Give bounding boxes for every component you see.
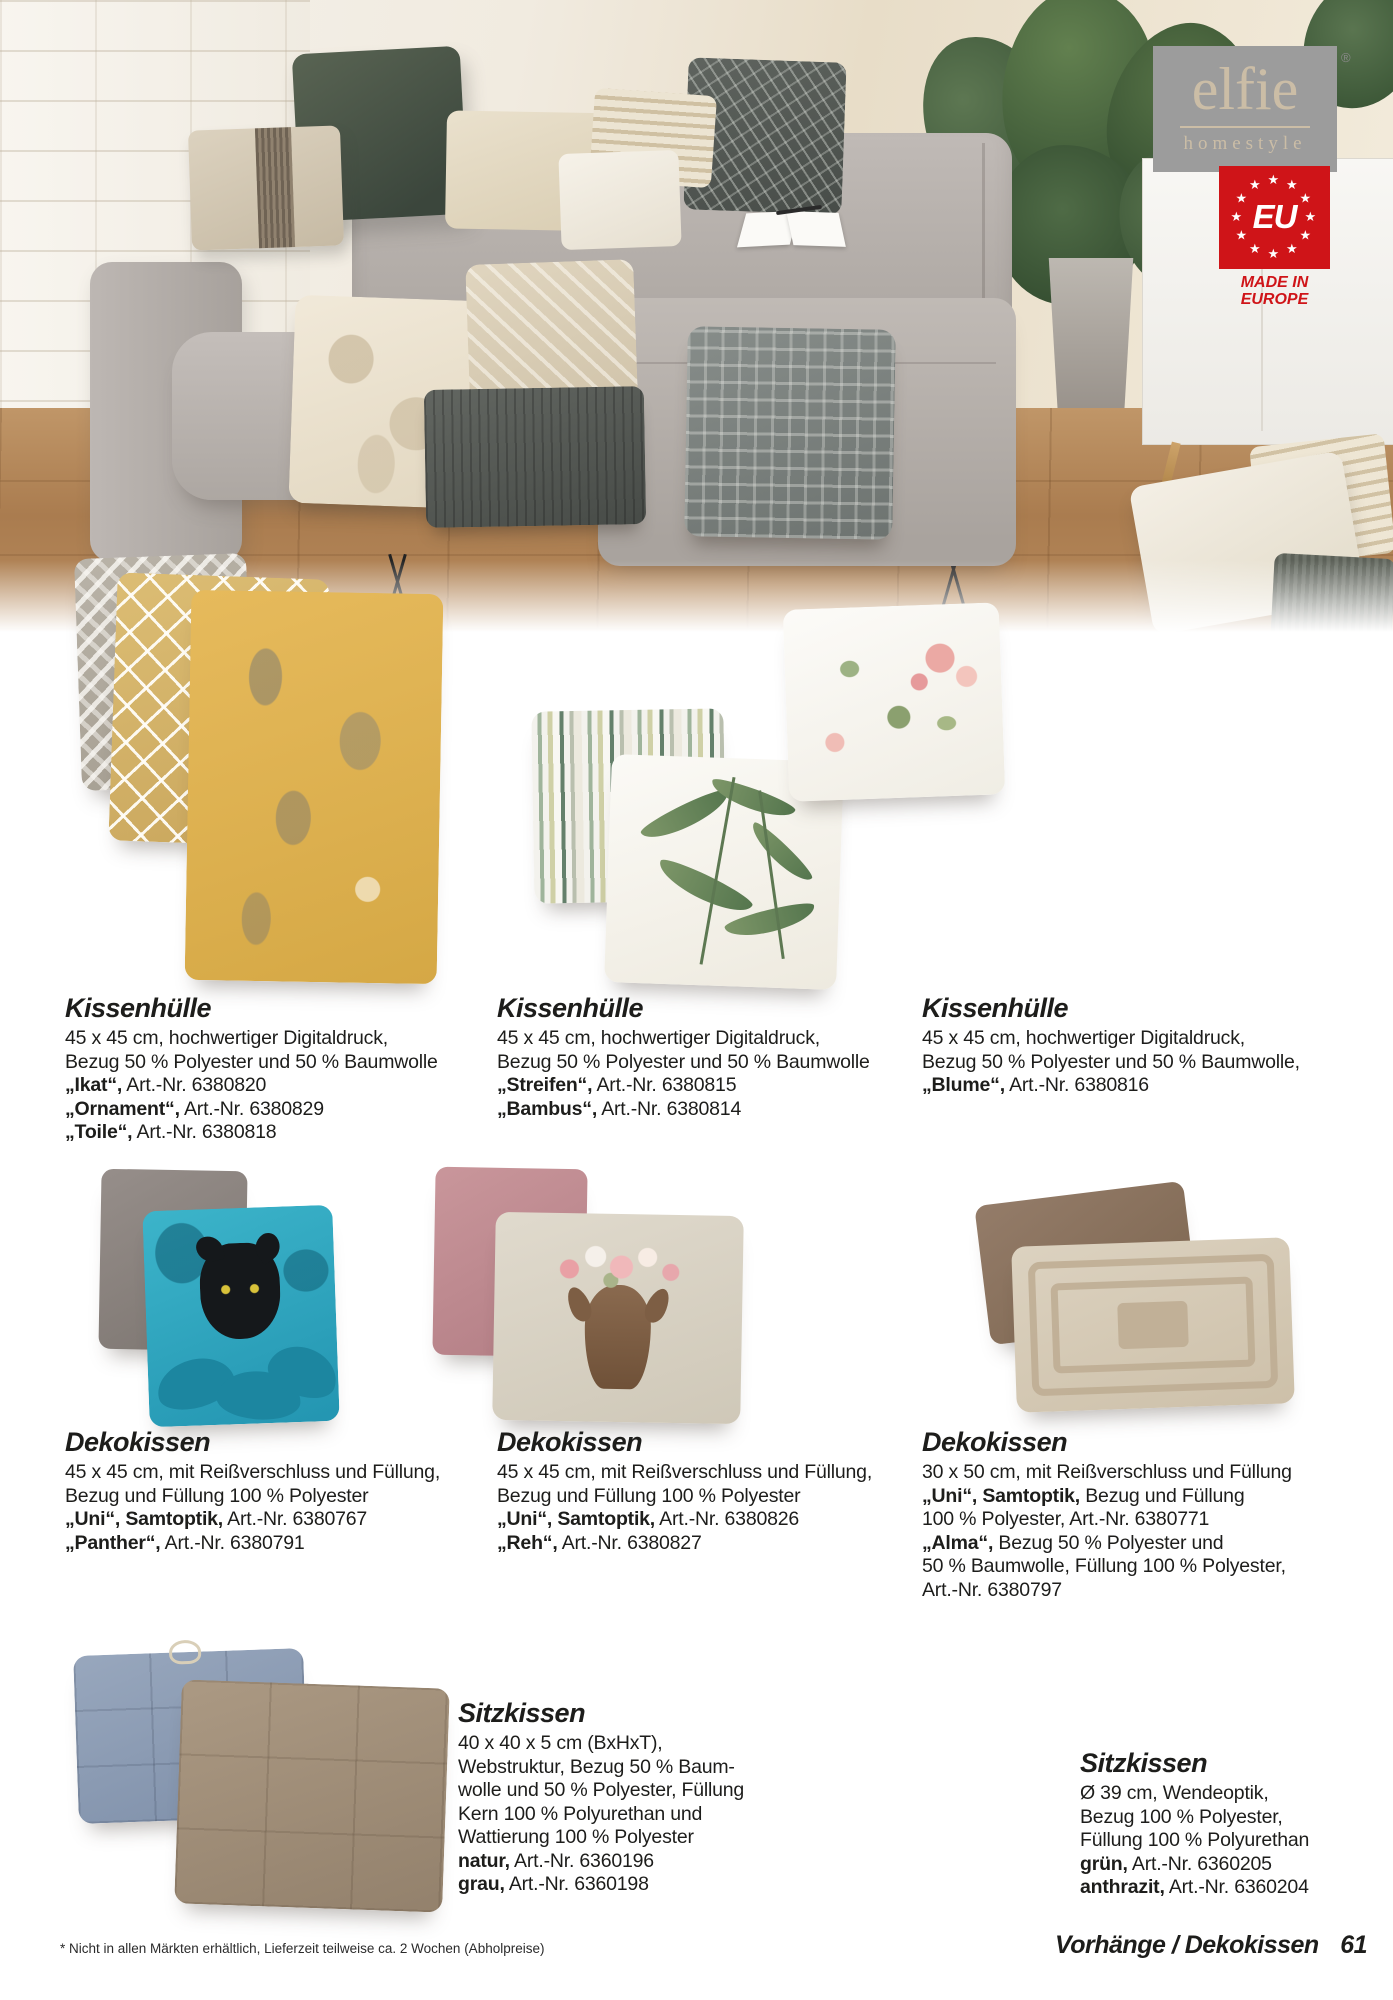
product-spec-line: „Streifen“, Art.-Nr. 6380815 bbox=[497, 1074, 737, 1096]
product-block-dekokissen-2 bbox=[497, 1427, 872, 1555]
product-specs bbox=[497, 1027, 870, 1121]
product-block-sitzkissen-1 bbox=[458, 1698, 744, 1897]
product-spec-line: grün, Art.-Nr. 6360205 bbox=[1080, 1852, 1272, 1875]
eu-star-icon: ★ bbox=[1235, 190, 1248, 205]
product-spec-line: Bezug und Füllung 100 % Polyester bbox=[497, 1484, 801, 1507]
eu-badge bbox=[1219, 166, 1330, 269]
product-spec-line: grau, Art.-Nr. 6360198 bbox=[458, 1873, 649, 1895]
product-image-reh bbox=[492, 1212, 744, 1424]
open-book-page bbox=[786, 211, 846, 247]
availability-footnote: * Nicht in allen Märkten erhältlich, Lieferzeit teilweise ca. 2 Wochen (Abholpreise) bbox=[60, 1941, 545, 1956]
product-spec-line: anthrazit, Art.-Nr. 6360204 bbox=[1080, 1876, 1309, 1898]
bamboo-stem bbox=[758, 790, 785, 959]
brand-logo bbox=[1153, 46, 1337, 172]
logo-divider bbox=[1180, 126, 1310, 128]
section-label: Vorhänge / Dekokissen bbox=[1055, 1931, 1319, 1959]
product-spec-line: Kern 100 % Polyurethan und bbox=[458, 1802, 703, 1825]
footer-section-pagination bbox=[1055, 1931, 1367, 1960]
product-spec-line: „Ornament“, Art.-Nr. 6380829 bbox=[65, 1097, 324, 1120]
bamboo-leaf bbox=[653, 854, 755, 920]
registered-trademark-icon: ® bbox=[1341, 50, 1351, 65]
made-in-europe-label bbox=[1219, 274, 1330, 308]
product-title: Kissenhülle bbox=[922, 993, 1069, 1023]
product-spec-line: „Uni“, Samtoptik, Art.-Nr. 6380767 bbox=[65, 1508, 368, 1530]
product-spec-line: Füllung 100 % Polyurethan bbox=[1080, 1829, 1310, 1851]
product-spec-line: Bezug 50 % Polyester und 50 % Baumwolle bbox=[65, 1050, 438, 1073]
brand-tagline: homestyle bbox=[1183, 133, 1307, 154]
product-block-kissenhuelle-3 bbox=[922, 993, 1300, 1098]
product-specs bbox=[65, 1461, 440, 1555]
product-spec-line: „Ikat“, Art.-Nr. 6380820 bbox=[65, 1074, 267, 1096]
product-specs bbox=[497, 1461, 872, 1555]
product-block-dekokissen-1 bbox=[65, 1427, 440, 1555]
product-image-toile bbox=[185, 590, 444, 984]
eu-star-icon: ★ bbox=[1299, 190, 1312, 205]
product-specs bbox=[1080, 1782, 1309, 1900]
pillow-white bbox=[558, 150, 681, 250]
eu-star-icon: ★ bbox=[1267, 245, 1280, 261]
product-spec-line: 45 x 45 cm, mit Reißverschluss und Füllung, bbox=[65, 1461, 441, 1483]
product-spec-line: Webstruktur, Bezug 50 % Baum- bbox=[458, 1755, 735, 1778]
product-specs bbox=[65, 1027, 438, 1145]
product-spec-line: Art.-Nr. 6380797 bbox=[922, 1578, 1062, 1601]
product-spec-line: 45 x 45 cm, hochwertiger Digitaldruck, bbox=[497, 1027, 820, 1049]
eu-star-icon: ★ bbox=[1299, 227, 1312, 242]
product-title: Kissenhülle bbox=[65, 993, 212, 1023]
product-image-seat-cushion-natur bbox=[174, 1679, 450, 1912]
product-spec-line: Bezug 50 % Polyester und 50 % Baumwolle bbox=[497, 1050, 870, 1073]
product-spec-line: Bezug und Füllung 100 % Polyester bbox=[65, 1484, 369, 1507]
product-spec-line: „Blume“, Art.-Nr. 6380816 bbox=[922, 1074, 1149, 1096]
eu-badge-label: EU bbox=[1252, 197, 1297, 235]
product-spec-line: „Uni“, Samtoptik, Art.-Nr. 6380826 bbox=[497, 1508, 800, 1530]
product-spec-line: Bezug 100 % Polyester, bbox=[1080, 1805, 1283, 1828]
pillow-corduroy-band bbox=[255, 127, 296, 248]
europe-line: EUROPE bbox=[1240, 291, 1309, 308]
product-spec-line: „Panther“, Art.-Nr. 6380791 bbox=[65, 1531, 305, 1554]
product-image-panther bbox=[142, 1205, 339, 1427]
product-spec-line: „Bambus“, Art.-Nr. 6380814 bbox=[497, 1097, 742, 1120]
product-spec-line: 45 x 45 cm, hochwertiger Digitaldruck, bbox=[65, 1027, 388, 1049]
made-in-line: MADE IN bbox=[1240, 274, 1309, 291]
product-spec-line: 100 % Polyester, Art.-Nr. 6380771 bbox=[922, 1508, 1210, 1530]
alma-pattern-core bbox=[1117, 1301, 1189, 1349]
product-spec-line: „Alma“, Bezug 50 % Polyester und bbox=[922, 1531, 1224, 1554]
product-block-sitzkissen-2 bbox=[1080, 1748, 1309, 1900]
eu-star-icon: ★ bbox=[1304, 208, 1317, 224]
product-image-blume bbox=[783, 602, 1006, 801]
plant-pot bbox=[1043, 258, 1139, 423]
product-spec-line: 45 x 45 cm, mit Reißverschluss und Füllung, bbox=[497, 1461, 873, 1483]
eu-star-icon: ★ bbox=[1235, 227, 1248, 242]
eu-star-icon: ★ bbox=[1230, 208, 1243, 224]
pillow-beige-corduroy bbox=[188, 125, 344, 250]
product-spec-line: 50 % Baumwolle, Füllung 100 % Polyester, bbox=[922, 1555, 1286, 1577]
eu-star-icon: ★ bbox=[1249, 240, 1261, 256]
eu-star-icon: ★ bbox=[1249, 176, 1261, 192]
product-specs bbox=[458, 1732, 744, 1897]
product-title: Sitzkissen bbox=[1080, 1748, 1208, 1778]
product-spec-line: „Uni“, Samtoptik, Bezug und Füllung bbox=[922, 1484, 1245, 1507]
product-block-kissenhuelle-2 bbox=[497, 993, 870, 1121]
product-spec-line: 40 x 40 x 5 cm (BxHxT), bbox=[458, 1732, 663, 1754]
product-spec-line: Ø 39 cm, Wendeoptik, bbox=[1080, 1782, 1269, 1804]
flower-crown bbox=[553, 1238, 684, 1296]
product-specs bbox=[922, 1027, 1300, 1098]
panther-face bbox=[198, 1241, 281, 1340]
product-specs bbox=[922, 1461, 1292, 1602]
floor-pillow-maze-gray bbox=[684, 326, 896, 540]
product-spec-line: Bezug 50 % Polyester und 50 % Baumwolle, bbox=[922, 1050, 1300, 1073]
eu-star-icon: ★ bbox=[1286, 176, 1298, 192]
product-image-alma bbox=[1011, 1237, 1295, 1413]
cushion-tie bbox=[169, 1640, 202, 1665]
product-spec-line: 30 x 50 cm, mit Reißverschluss und Füllung bbox=[922, 1461, 1292, 1483]
product-spec-line: wolle und 50 % Polyester, Füllung bbox=[458, 1779, 745, 1801]
product-title: Kissenhülle bbox=[497, 993, 644, 1023]
product-spec-line: natur, Art.-Nr. 6360196 bbox=[458, 1849, 654, 1872]
bamboo-leaf bbox=[746, 819, 816, 888]
eu-star-icon: ★ bbox=[1286, 240, 1298, 256]
product-title: Dekokissen bbox=[65, 1427, 211, 1457]
bamboo-leaf bbox=[638, 785, 734, 847]
page-number: 61 bbox=[1340, 1931, 1367, 1959]
product-spec-line: „Toile“, Art.-Nr. 6380818 bbox=[65, 1121, 277, 1143]
brand-name: elfie bbox=[1191, 56, 1299, 122]
product-spec-line: 45 x 45 cm, hochwertiger Digitaldruck, bbox=[922, 1027, 1245, 1049]
product-title: Sitzkissen bbox=[458, 1698, 586, 1728]
deer-head bbox=[584, 1284, 652, 1389]
floor-pillow-pleated-gray bbox=[424, 386, 646, 528]
product-title: Dekokissen bbox=[922, 1427, 1068, 1457]
eu-star-icon: ★ bbox=[1267, 171, 1280, 187]
product-spec-line: Wattierung 100 % Polyester bbox=[458, 1826, 694, 1848]
product-title: Dekokissen bbox=[497, 1427, 643, 1457]
product-spec-line: „Reh“, Art.-Nr. 6380827 bbox=[497, 1531, 702, 1554]
product-block-kissenhuelle-1 bbox=[65, 993, 438, 1145]
product-block-dekokissen-3 bbox=[922, 1427, 1292, 1602]
